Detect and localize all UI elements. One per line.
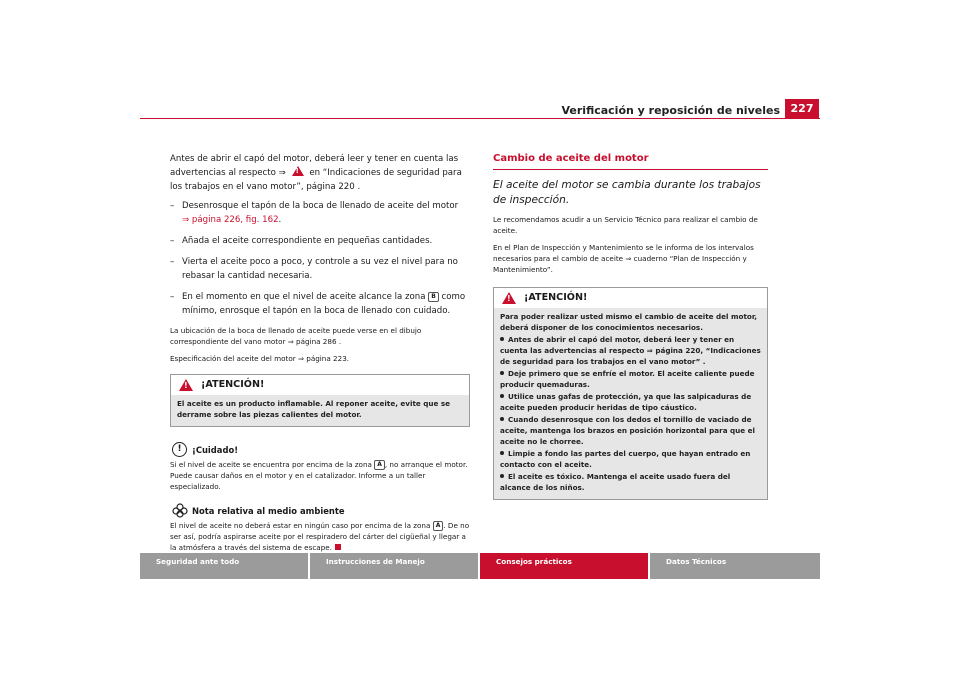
page-number: 227 <box>785 99 819 119</box>
caution-title: ¡Cuidado! <box>192 445 239 455</box>
warning-intro: Para poder realizar usted mismo el cambio de aceite del motor, deberá disponer de los conocimientos necesarios. <box>500 312 758 332</box>
right-column <box>493 152 768 514</box>
zone-b-marker: B <box>428 292 439 302</box>
bullet-dot-icon <box>500 451 504 455</box>
bullet-dot-icon <box>500 394 504 398</box>
bullet-dot-icon <box>500 337 504 341</box>
section-title: Cambio de aceite del motor <box>493 153 649 164</box>
chapter-tabs <box>140 553 820 579</box>
environment-flower-icon <box>172 503 188 519</box>
step-item <box>170 234 470 248</box>
page-header-title: Verificación y reposición de niveles <box>561 104 780 117</box>
warning-triangle-icon <box>502 292 516 304</box>
section-end-mark <box>335 544 341 550</box>
warning-text: El aceite es un producto inflamable. Al reponer aceite, evite que se derrame sobre las piezas calientes del motor. <box>177 399 451 419</box>
header-rule <box>140 118 820 119</box>
warning-header <box>171 375 469 395</box>
warning-box <box>493 287 768 500</box>
warning-bullet-text: El aceite es tóxico. Mantenga el aceite usado fuera del alcance de los niños. <box>500 472 731 492</box>
warning-bullet <box>500 448 761 470</box>
environment-text-a: El nivel de aceite no deberá estar en ningún caso por encima de la zona <box>170 521 431 530</box>
step-text: como mínimo, enrosque el tapón en la boca de llenado con cuidado. <box>182 292 466 316</box>
step-text: Desenrosque el tapón de la boca de llenado de aceite del motor <box>182 201 459 211</box>
zone-a-marker: A <box>433 521 444 531</box>
warning-triangle-icon <box>292 166 304 176</box>
tab-instrucciones[interactable]: Instrucciones de Manejo <box>310 553 478 579</box>
warning-header <box>494 288 767 308</box>
section-rule <box>493 169 768 170</box>
warning-body <box>171 395 469 426</box>
environment-title: Nota relativa al medio ambiente <box>192 506 345 516</box>
left-column <box>170 152 470 553</box>
warning-bullet <box>500 414 761 447</box>
bullet-dot-icon <box>500 371 504 375</box>
environment-text-b: . De no ser así, podría aspirarse aceite por el respiradero del cárter del cigüeñal y llegar a la atmósfera a través del sistema de escape. <box>170 521 470 552</box>
paragraph-intervals: En el Plan de Inspección y Mantenimiento se le informa de los intervalos necesarios para el cambio de aceite ⇒ cuaderno “Plan de Inspección y Mantenimiento”. <box>493 243 754 274</box>
warning-title: ¡ATENCIÓN! <box>524 292 588 303</box>
warning-bullet-text: Deje primero que se enfríe el motor. El aceite caliente puede producir quemaduras. <box>500 369 755 389</box>
caution-text-b: , no arranque el motor. Puede causar daños en el motor y en el catalizador. Informe a un taller especializado. <box>170 460 468 491</box>
warning-bullet-text: Antes de abrir el capó del motor, deberá leer y tener en cuenta las advertencias al respecto ⇒ página 220, “Indicaciones de seguridad para los trabajos en el vano motor” . <box>500 335 761 366</box>
tab-seguridad[interactable]: Seguridad ante todo <box>140 553 308 579</box>
environment-text <box>170 520 470 553</box>
zone-a-marker: A <box>374 460 385 470</box>
step-item <box>170 290 470 318</box>
section-subtitle: El aceite del motor se cambia durante los trabajos de inspección. <box>493 179 761 206</box>
note-oil-specification: Especificación del aceite del motor ⇒ página 223. <box>170 354 350 363</box>
step-dash: – <box>170 257 175 267</box>
step-dash: – <box>170 201 175 211</box>
bullet-dot-icon <box>500 474 504 478</box>
warning-bullet <box>500 391 761 413</box>
step-item <box>170 199 470 227</box>
warning-bullet <box>500 368 761 390</box>
note-oil-filler-location: La ubicación de la boca de llenado de aceite puede verse en el dibujo correspondiente del vano motor ⇒ página 286 . <box>170 326 422 346</box>
warning-box <box>170 374 470 427</box>
warning-title: ¡ATENCIÓN! <box>201 379 265 390</box>
intro-text-b: en “Indicaciones de seguridad para los trabajos en el vano motor”, página 220 . <box>170 168 462 192</box>
warning-bullet-text: Cuando desenrosque con los dedos el tornillo de vaciado de aceite, mantenga los brazos en posición horizontal para que el aceite no le chorree. <box>500 415 756 446</box>
warning-bullet-text: Limpie a fondo las partes del cuerpo, que hayan entrado en contacto con el aceite. <box>500 449 751 469</box>
warning-bullet <box>500 471 761 493</box>
tab-consejos-active[interactable]: Consejos prácticos <box>480 553 648 579</box>
environment-header <box>170 502 470 520</box>
step-suffix: . <box>278 215 282 225</box>
step-text: Vierta el aceite poco a poco, y controle a su vez el nivel para no rebasar la cantidad necesaria. <box>182 257 458 281</box>
step-text: Añada el aceite correspondiente en pequeñas cantidades. <box>182 236 433 246</box>
step-dash: – <box>170 292 175 302</box>
step-dash: – <box>170 236 175 246</box>
intro-paragraph <box>170 152 470 194</box>
caution-text-a: Si el nivel de aceite se encuentra por encima de la zona <box>170 460 372 469</box>
caution-text <box>170 459 470 492</box>
caution-header <box>170 441 470 459</box>
step-text: En el momento en que el nivel de aceite alcance la zona <box>182 292 426 302</box>
warning-body <box>494 308 767 499</box>
tab-datos-tecnicos[interactable]: Datos Técnicos <box>650 553 820 579</box>
paragraph-recommendation: Le recomendamos acudir a un Servicio Técnico para realizar el cambio de aceite. <box>493 215 758 235</box>
warning-bullet <box>500 334 761 367</box>
warning-triangle-icon <box>179 379 193 391</box>
warning-bullet-text: Utilice unas gafas de protección, ya que las salpicaduras de aceite pueden producir heridas de tipo cáustico. <box>500 392 752 412</box>
intro-text-a: Antes de abrir el capó del motor, deberá leer y tener en cuenta las advertencias al respecto ⇒ <box>170 154 459 178</box>
bullet-dot-icon <box>500 417 504 421</box>
page-link[interactable]: ⇒ página 226, fig. 162 <box>182 215 279 225</box>
step-item <box>170 255 470 283</box>
caution-circle-icon: ! <box>172 442 187 457</box>
